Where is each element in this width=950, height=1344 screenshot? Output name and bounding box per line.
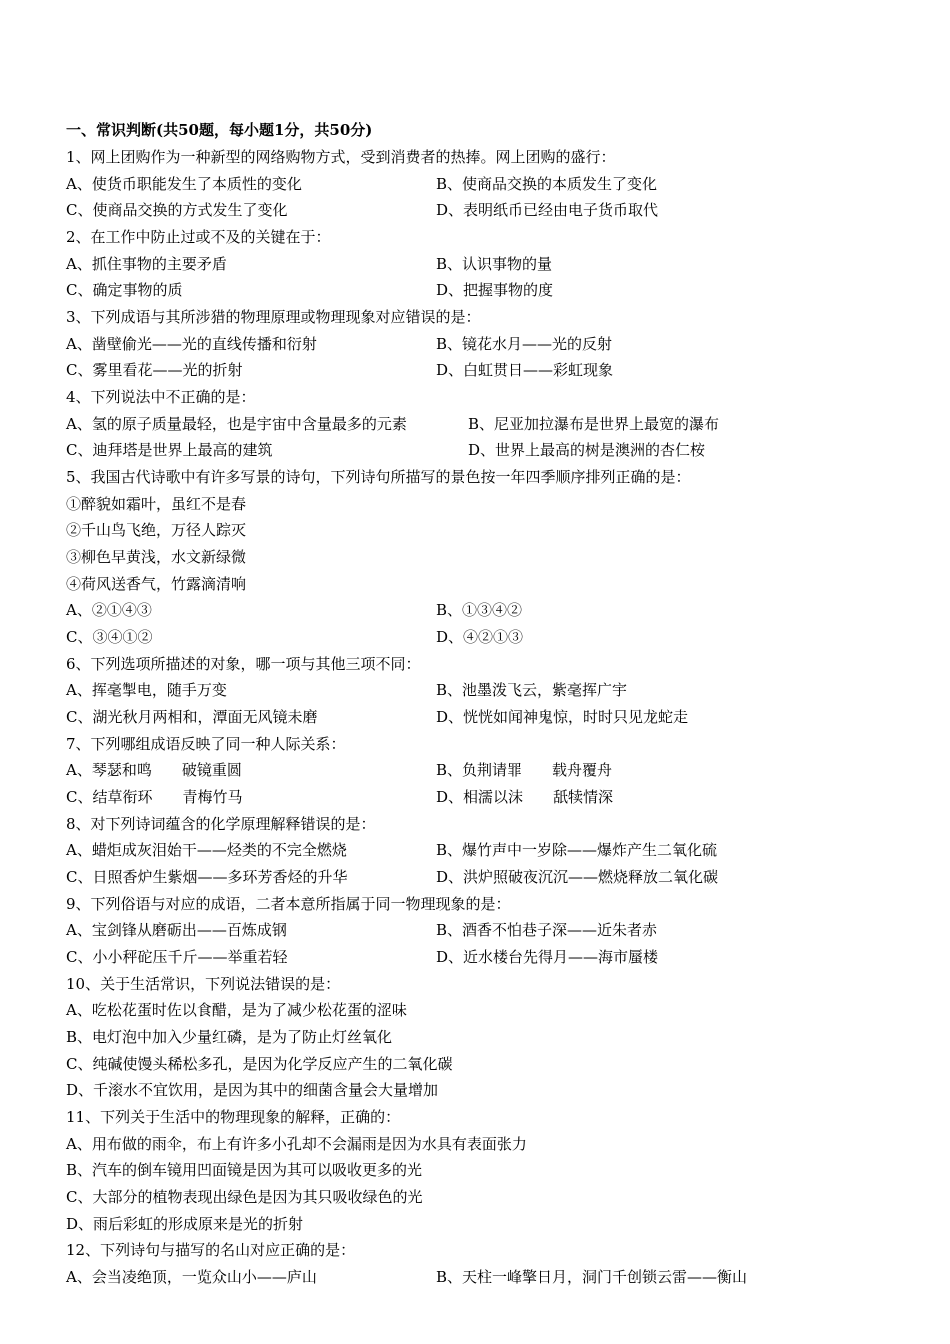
question-5-option-d: D、④②①③ [436,628,524,646]
question-10-stem: 10、关于生活常识，下列说法错误的是： [66,975,341,993]
question-11-stem: 11、下列关于生活中的物理现象的解释，正确的： [66,1108,401,1126]
question-9-option-b: B、酒香不怕巷子深——近朱者赤 [436,921,658,939]
question-2-option-c: C、确定事物的质 [66,281,183,299]
question-11-option-c: C、大部分的植物表现出绿色是因为其只吸收绿色的光 [66,1188,423,1206]
question-5-stem: 5、我国古代诗歌中有许多写景的诗句，下列诗句所描写的景色按一年四季顺序排列正确的是： [66,468,691,486]
question-4-option-c: C、迪拜塔是世界上最高的建筑 [66,441,273,459]
question-5-option-a: A、②①④③ [66,601,152,619]
question-7-stem: 7、下列哪组成语反映了同一种人际关系： [66,735,346,753]
question-6-option-b: B、池墨泼飞云，紫毫挥广宇 [436,681,628,699]
section-title: 一、常识判断(共50题，每小题1分，共50分) [66,121,373,139]
question-5-option-c: C、③④①② [66,628,153,646]
question-8-option-d: D、洪炉照破夜沉沉——燃烧释放二氧化碳 [436,868,719,886]
question-3-stem: 3、下列成语与其所涉猎的物理原理或物理现象对应错误的是： [66,308,481,326]
question-5-item-2: ②千山鸟飞绝，万径人踪灭 [66,521,247,539]
question-10-option-c: C、纯碱使馒头稀松多孔，是因为化学反应产生的二氧化碳 [66,1055,453,1073]
question-6-option-d: D、恍恍如闻神鬼惊，时时只见龙蛇走 [436,708,689,726]
question-7-option-a: A、琴瑟和鸣 破镜重圆 [66,761,242,779]
question-6-stem: 6、下列选项所描述的对象，哪一项与其他三项不同： [66,655,421,673]
question-5-item-4: ④荷风送香气，竹露滴清响 [66,575,247,593]
question-1-option-d: D、表明纸币已经由电子货币取代 [436,201,659,219]
question-8-stem: 8、对下列诗词蕴含的化学原理解释错误的是： [66,815,376,833]
question-8-option-c: C、日照香炉生紫烟——多环芳香烃的升华 [66,868,348,886]
question-2-option-a: A、抓住事物的主要矛盾 [66,255,227,273]
question-1-option-b: B、使商品交换的本质发生了变化 [436,175,658,193]
question-3-option-d: D、白虹贯日——彩虹现象 [436,361,614,379]
question-2-option-d: D、把握事物的度 [436,281,554,299]
question-1-option-a: A、使货币职能发生了本质性的变化 [66,175,302,193]
question-7-option-d: D、相濡以沫 舐犊情深 [436,788,614,806]
question-3-option-c: C、雾里看花——光的折射 [66,361,243,379]
question-4-option-a: A、氢的原子质量最轻，也是宇宙中含量最多的元素 [66,415,407,433]
question-11-option-b: B、汽车的倒车镜用凹面镜是因为其可以吸收更多的光 [66,1161,423,1179]
question-9-option-d: D、近水楼台先得月——海市蜃楼 [436,948,659,966]
question-4-option-d: D、世界上最高的树是澳洲的杏仁桉 [468,441,706,459]
question-4-option-b: B、尼亚加拉瀑布是世界上最宽的瀑布 [468,415,720,433]
question-12-option-b: B、天柱一峰擎日月，洞门千创锁云雷——衡山 [436,1268,748,1286]
question-12-stem: 12、下列诗句与描写的名山对应正确的是： [66,1241,356,1259]
question-2-option-b: B、认识事物的量 [436,255,553,273]
question-9-stem: 9、下列俗语与对应的成语，二者本意所指属于同一物理现象的是： [66,895,511,913]
question-9-option-c: C、小小秤砣压千斤——举重若轻 [66,948,288,966]
question-7-option-b: B、负荆请罪 载舟覆舟 [436,761,613,779]
question-10-option-a: A、吃松花蛋时佐以食醋，是为了减少松花蛋的涩味 [66,1001,407,1019]
question-3-option-a: A、凿壁偷光——光的直线传播和衍射 [66,335,317,353]
question-11-option-a: A、用布做的雨伞，布上有许多小孔却不会漏雨是因为水具有表面张力 [66,1135,527,1153]
question-9-option-a: A、宝剑锋从磨砺出——百炼成钢 [66,921,287,939]
question-8-option-b: B、爆竹声中一岁除——爆炸产生二氧化硫 [436,841,718,859]
question-8-option-a: A、蜡炬成灰泪始干——烃类的不完全燃烧 [66,841,347,859]
question-10-option-d: D、千滚水不宜饮用，是因为其中的细菌含量会大量增加 [66,1081,439,1099]
question-6-option-a: A、挥毫掣电，随手万变 [66,681,227,699]
question-2-stem: 2、在工作中防止过或不及的关键在于： [66,228,331,246]
question-1-option-c: C、使商品交换的方式发生了变化 [66,201,288,219]
question-1-stem: 1、网上团购作为一种新型的网络购物方式，受到消费者的热捧。网上团购的盛行： [66,148,616,166]
question-5-option-b: B、①③④② [436,601,523,619]
question-6-option-c: C、湖光秋月两相和，潭面无风镜未磨 [66,708,318,726]
question-7-option-c: C、结草衔环 青梅竹马 [66,788,243,806]
question-3-option-b: B、镜花水月——光的反射 [436,335,613,353]
question-4-stem: 4、下列说法中不正确的是： [66,388,256,406]
question-5-item-3: ③柳色早黄浅，水文新绿微 [66,548,247,566]
question-12-option-a: A、会当凌绝顶，一览众山小——庐山 [66,1268,317,1286]
question-11-option-d: D、雨后彩虹的形成原来是光的折射 [66,1215,304,1233]
question-10-option-b: B、电灯泡中加入少量红磷，是为了防止灯丝氧化 [66,1028,393,1046]
question-5-item-1: ①醉貌如霜叶，虽红不是春 [66,495,247,513]
